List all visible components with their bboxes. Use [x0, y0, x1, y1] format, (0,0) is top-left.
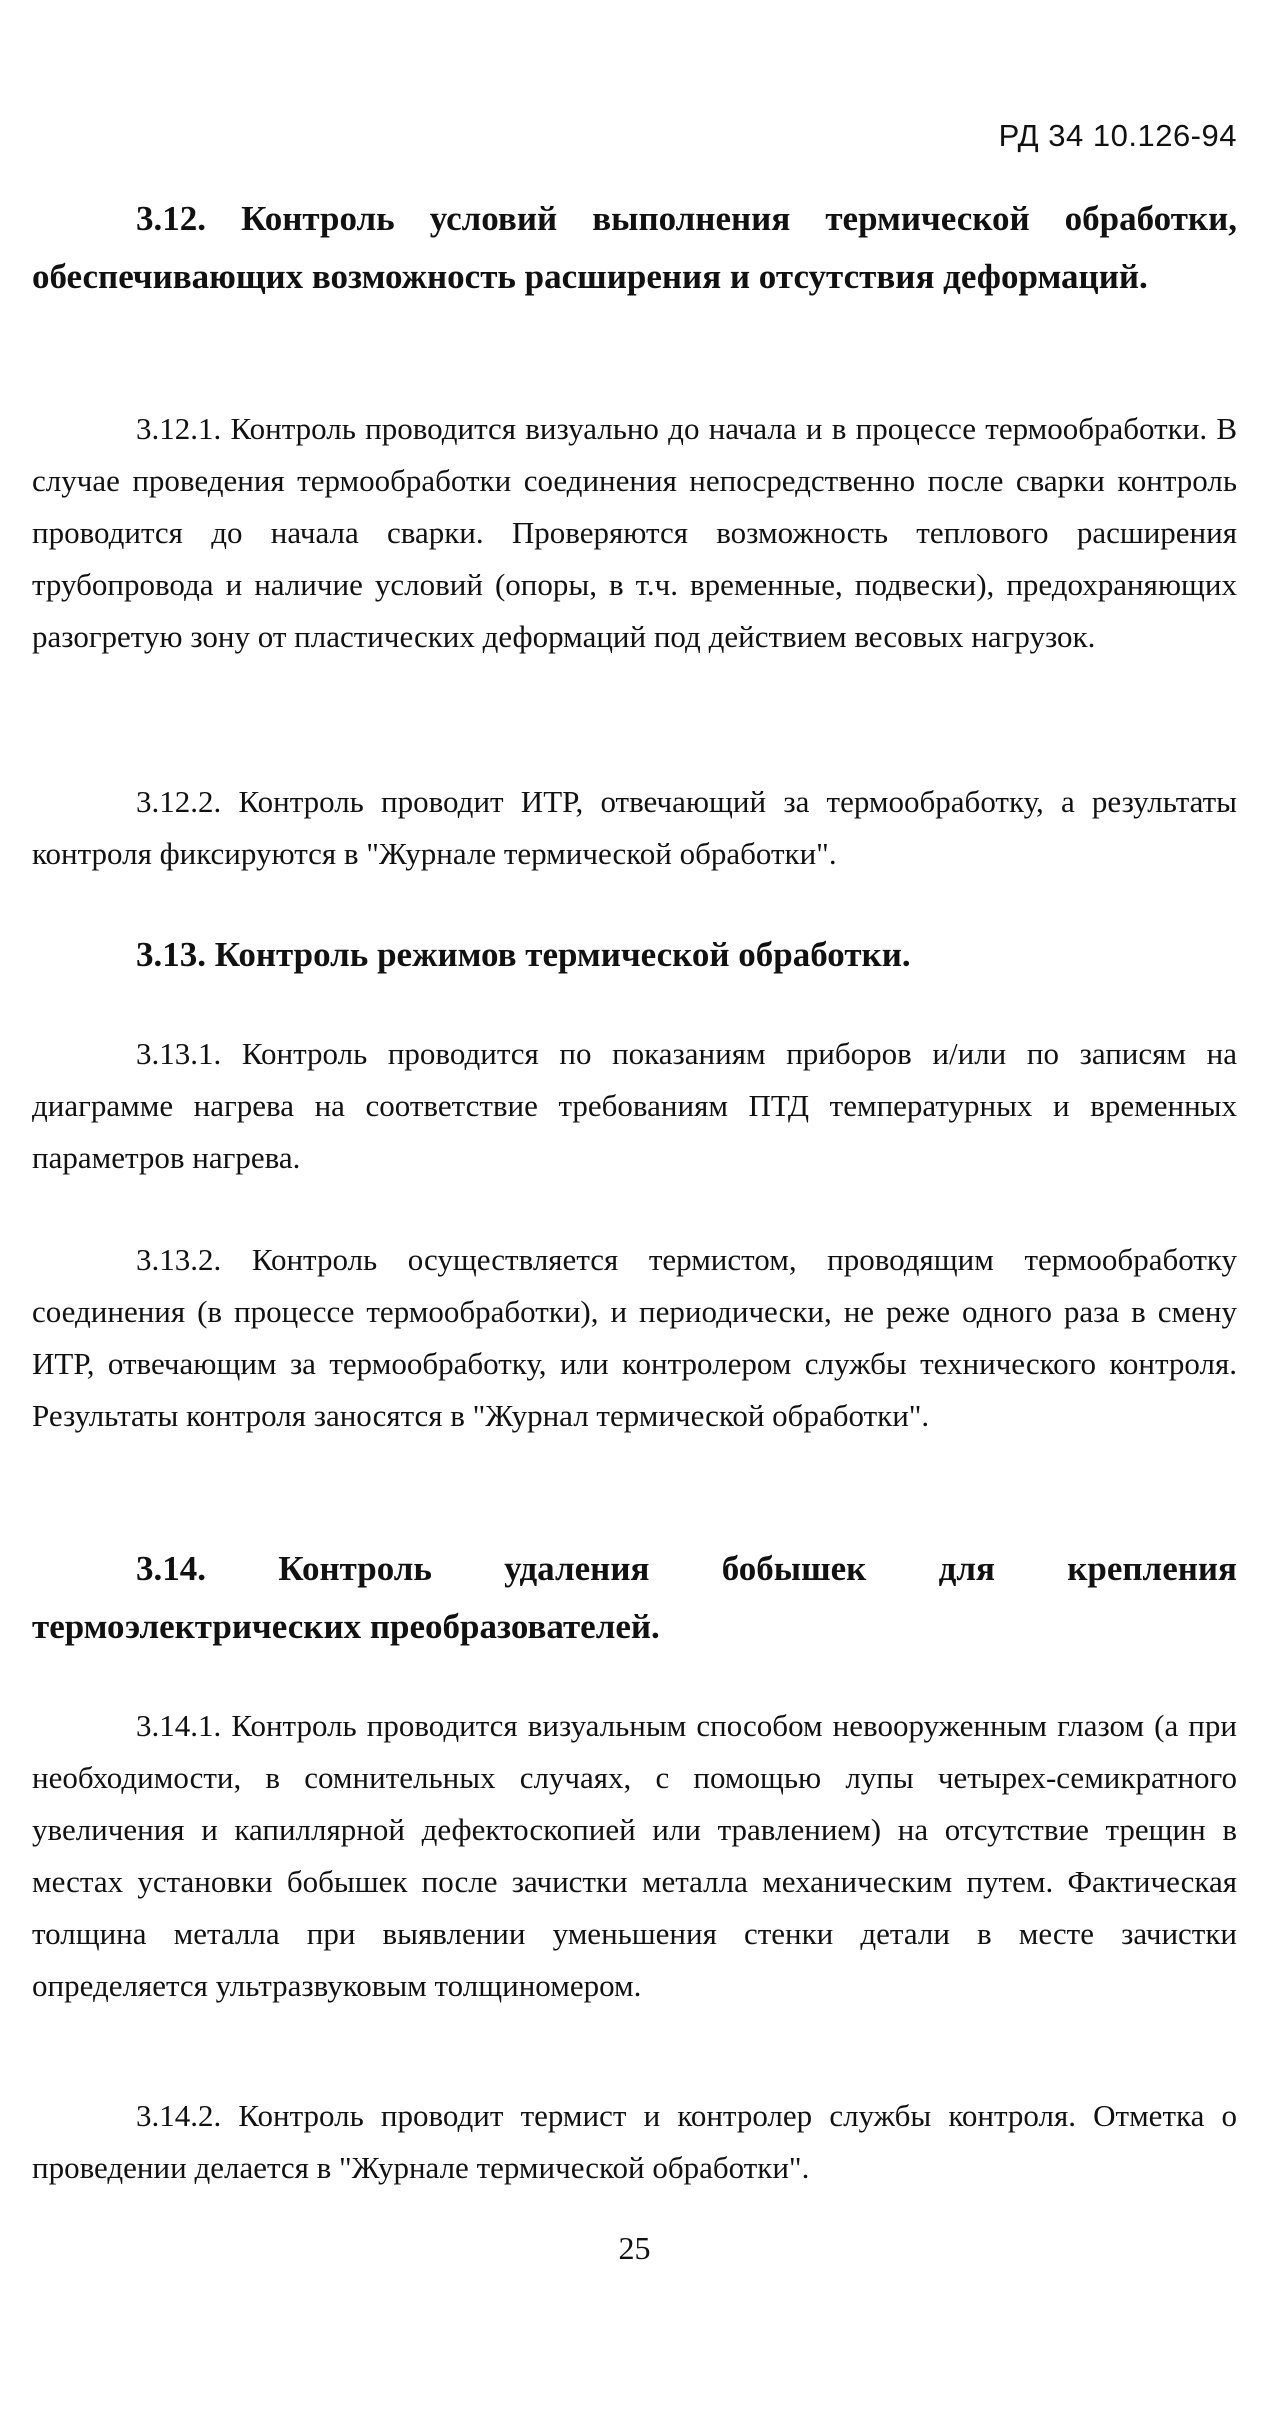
section-3-12-heading: 3.12. Контроль условий выполнения термической обработки, обеспечивающих возможность расширения и отсутствия деформаций. — [32, 199, 1237, 296]
section-3-13-heading: 3.13. Контроль режимов термической обработки. — [136, 935, 911, 974]
paragraph-3-14-1: 3.14.1. Контроль проводится визуальным способом невооруженным глазом (а при необходимости, в сомнительных случаях, с помощью лупы четырех-семикратного увеличения и капиллярной дефектоскопией или травлением) на отсутствие трещин в местах установки бобышек после зачистки металла механическим путем. Фактическая толщина металла при выявлении уменьшения стенки детали в месте зачистки определяется ультразвуковым толщиномером. — [32, 1708, 1237, 2003]
document-code: РД 34 10.126-94 — [998, 118, 1237, 153]
paragraph-3-12-2: 3.12.2. Контроль проводит ИТР, отвечающий за термообработку, а результаты контроля фиксируются в "Журнале термической обработки". — [32, 784, 1237, 871]
document-page — [32, 0, 1237, 2426]
page-number: 25 — [618, 2230, 651, 2266]
paragraph-3-12-1: 3.12.1. Контроль проводится визуально до начала и в процессе термообработки. В случае проведения термообработки соединения непосредственно после сварки контроль проводится до начала сварки. Проверяются возможность теплового расширения трубопровода и наличие условий (опоры, в т.ч. временные, подвески), предохраняющих разогретую зону от пластических деформаций под действием весовых нагрузок. — [32, 411, 1237, 654]
paragraph-3-13-2: 3.13.2. Контроль осуществляется термистом, проводящим термообработку соединения (в процессе термообработки), и периодически, не реже одного раза в смену ИТР, отвечающим за термообработку, или контролером службы технического контроля. Результаты контроля заносятся в "Журнал термической обработки". — [32, 1242, 1237, 1433]
paragraph-3-13-1: 3.13.1. Контроль проводится по показаниям приборов и/или по записям на диаграмме нагрева на соответствие требованиям ПТД температурных и временных параметров нагрева. — [32, 1036, 1237, 1175]
paragraph-3-14-2: 3.14.2. Контроль проводит термист и контролер службы контроля. Отметка о проведении делается в "Журнале термической обработки". — [32, 2098, 1237, 2185]
section-3-14-heading: 3.14. Контроль удаления бобышек для крепления термоэлектрических преобразователей. — [32, 1549, 1237, 1646]
